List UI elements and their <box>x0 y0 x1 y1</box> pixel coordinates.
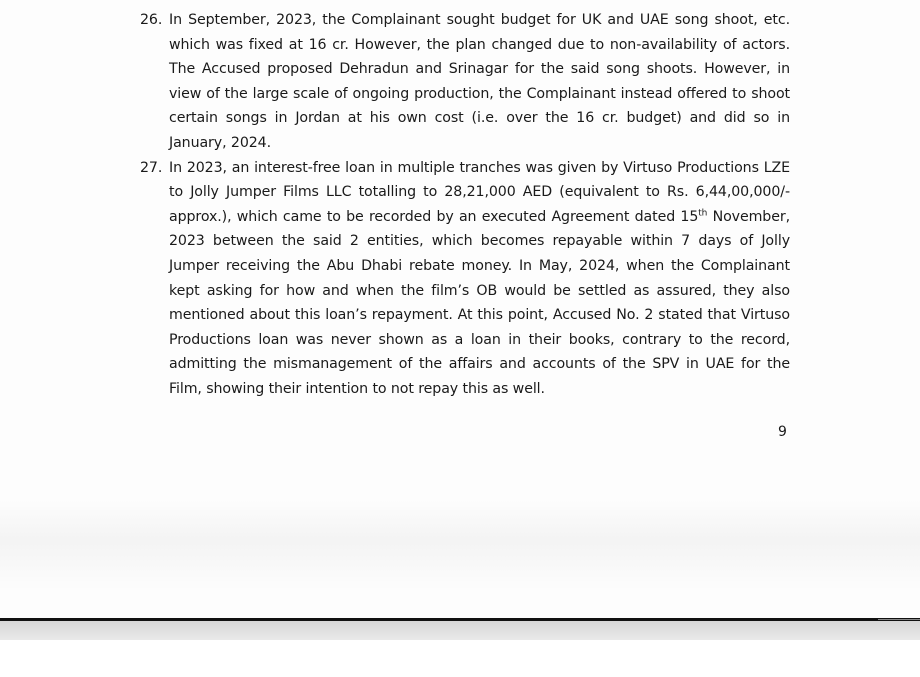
paragraph-number: 26. <box>140 12 163 28</box>
paragraph-text-part: In 2023, an interest-free loan in multiple tranches was given by Virtuso Productions LZE to Jolly Jumper Films LLC totalling to 28,21,000 AED (equivalent to Rs. 6,44,00,000/- approx.), which came to be recorded by an executed Agreement dated 15 <box>169 159 790 225</box>
paragraph-text: In September, 2023, the Complainant sought budget for UK and UAE song shoot, etc. which was fixed at 16 cr. However, the plan changed due to non-availability of actors. The Accused proposed Dehradun and Srinagar for the said song shoots. However, in view of the large scale of ongoing production, the Complainant instead offered to shoot certain songs in Jordan at his own cost (i.e. over the 16 cr. budget) and did so in January, 2024. <box>169 12 790 151</box>
paragraph-text-part: November, 2023 between the said 2 entities, which becomes repayable within 7 days of Jolly Jumper receiving the Abu Dhabi rebate money. In May, 2024, when the Complainant kept asking for how and when the film’s OB would be settled as assured, they also mentioned about this loan’s repayment. At this point, Accused No. 2 stated that Virtuso Productions loan was never shown as a loan in their books, contrary to the record, admitting the mismanagement of the affairs and accounts of the SPV in UAE for the Film, showing their intention to not repay this as well. <box>169 208 790 397</box>
page-edge-shadow <box>878 619 920 620</box>
paragraph-number: 27. <box>140 159 163 176</box>
paragraph-text <box>169 160 790 397</box>
scan-smudge <box>0 500 920 590</box>
page-number: 9 <box>778 424 787 440</box>
ordinal-suffix: th <box>698 208 708 219</box>
background-area <box>0 640 920 677</box>
paragraph-27 <box>140 156 790 402</box>
paragraph-26 <box>140 8 790 156</box>
paragraph-list <box>140 8 790 402</box>
background-strip <box>0 621 920 640</box>
